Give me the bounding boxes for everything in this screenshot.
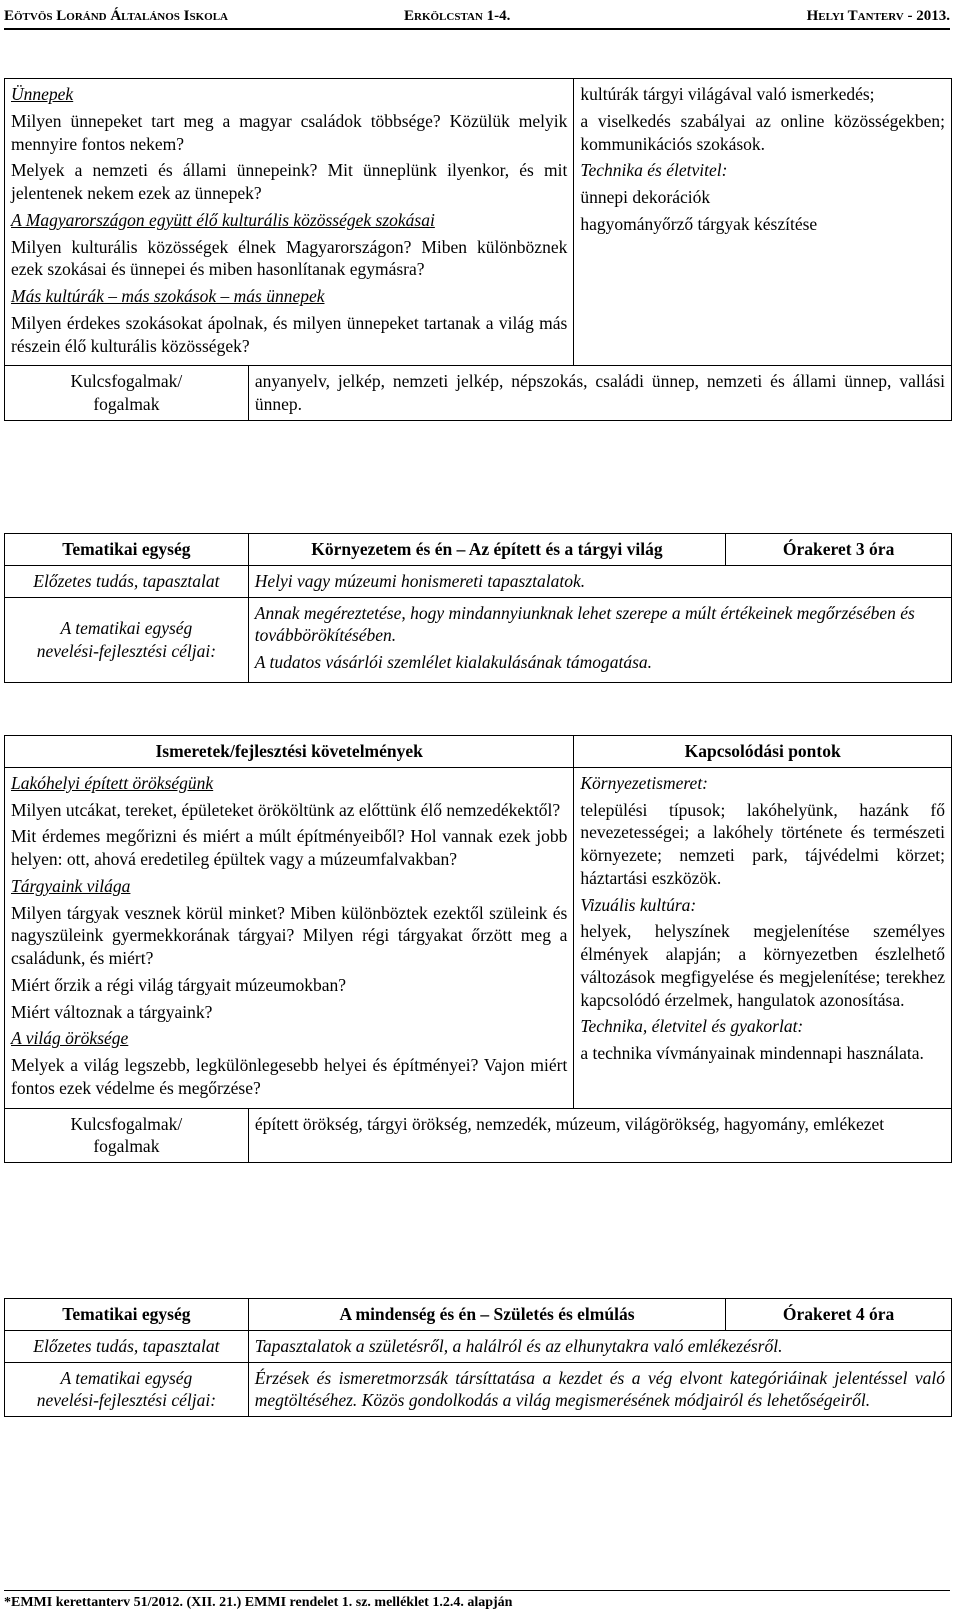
topic-heading: Más kultúrák – más szokások – más ünnepek — [11, 286, 325, 306]
unit2-label: Tematikai egység — [5, 1299, 249, 1331]
unit1-goals-value: Annak megéreztetése, hogy mindannyiunknak lehet szerepe a múlt értékeinek megőrzésében és továbbörökítésében. A tudatos vásárlói szemlélet kialakulásának támogatása. — [248, 597, 951, 682]
paragraph: Miért változnak a tárgyaink? — [11, 1001, 213, 1022]
section1-right — [574, 79, 952, 366]
header-school: Eötvös Loránd Általános Iskola — [4, 8, 228, 24]
paragraph: a viselkedés szabályai az online közösségekben; kommunikációs szokások. — [580, 110, 945, 154]
paragraph: Miért őrzik a régi világ tárgyait múzeumokban? — [11, 974, 346, 995]
unit1-prior-value: Helyi vagy múzeumi honismereti tapasztalatok. — [248, 565, 951, 597]
paragraph: Mit érdemes megőrizni és miért a múlt építményeiből? Hol vannak ezek jobb helyen: ott, ahová eredetileg épültek vagy a múzeumfalvakban? — [11, 826, 568, 869]
paragraph: kultúrák tárgyi világával való ismerkedés; — [580, 84, 875, 104]
section2-left — [5, 767, 574, 1108]
unit2-table — [4, 1298, 952, 1417]
topic-heading: Ünnepek — [11, 84, 74, 104]
paragraph: helyek, helyszínek megjelenítése személyes élmények alapján; a környezetben észlelhető változások megfigyelése és megjelenítése; terekhez kapcsolódó érzelmek, hangulatok azonosítása. — [580, 921, 945, 1010]
unit2-prior-label: Előzetes tudás, tapasztalat — [5, 1330, 249, 1362]
unit2-title: A mindenség és én – Születés és elmúlás — [248, 1299, 725, 1331]
unit2-goals-value: Érzések és ismeretmorzsák társíttatása a kezdet és a vég elvont kategóriáinak jelentéssel való megtöltéséhez. Közös gondolkodás a világ megismerésének módjairól és lehetőségeiről. — [248, 1362, 951, 1417]
unit1-label: Tematikai egység — [5, 534, 249, 566]
header-subject: Erkölcstan 1-4. — [404, 8, 511, 24]
section1-table — [4, 78, 952, 421]
unit1-prior-label: Előzetes tudás, tapasztalat — [5, 565, 249, 597]
topic-heading: A világ öröksége — [11, 1028, 129, 1049]
unit2-goals-label: A tematikai egység nevelési-fejlesztési céljai: — [5, 1362, 249, 1417]
paragraph: Melyek a világ legszebb, legkülönlegesebb helyei és építményei? Vajon miért fontos ezek védelme és megőrzése? — [11, 1055, 568, 1098]
paragraph: ünnepi dekorációk — [580, 187, 711, 207]
subject-heading: Környezetismeret: — [580, 772, 709, 793]
section1-key-value: anyanyelv, jelkép, nemzeti jelkép, népszokás, családi ünnep, nemzeti és állami ünnep, vallási ünnep. — [248, 366, 951, 421]
unit1-table — [4, 533, 952, 683]
footnote: *EMMI kerettanterv 51/2012. (XII. 21.) EMMI rendelet 1. sz. melléklet 1.2.4. alapján — [4, 1590, 950, 1611]
unit2-prior-value: Tapasztalatok a születésről, a halálról és az elhunytakra való emlékezésről. — [248, 1330, 951, 1362]
section2-table — [4, 735, 952, 1163]
section2-head-left: Ismeretek/fejlesztési követelmények — [5, 736, 574, 768]
unit2-hours: Órakeret 4 óra — [726, 1299, 952, 1331]
section2-right — [574, 767, 952, 1108]
page-header — [4, 4, 950, 30]
paragraph: Milyen kulturális közösségek élnek Magyarországon? Miben különböznek ezek szokásai és ünnepei és miben hasonlítanak egymásra? — [11, 236, 568, 280]
topic-heading: Tárgyaink világa — [11, 875, 131, 896]
section2-head-right: Kapcsolódási pontok — [574, 736, 952, 768]
topic-heading: A Magyarországon együtt élő kulturális közösségek szokásai — [11, 209, 435, 230]
subject-heading: Technika, életvitel és gyakorlat: — [580, 1016, 804, 1037]
section2-key-value: épített örökség, tárgyi örökség, nemzedék, múzeum, világörökség, hagyomány, emlékezet — [248, 1108, 951, 1163]
header-curriculum: Helyi Tanterv - 2013. — [806, 8, 950, 24]
paragraph: települési típusok; lakóhelyünk, hazánk fő nevezetességei; a lakóhely története és természeti környezete; nemzeti park, tájvédelmi körzet; háztartási eszközök. — [580, 799, 945, 888]
unit1-title: Környezetem és én – Az épített és a tárgyi világ — [248, 534, 725, 566]
paragraph: Melyek a nemzeti és állami ünnepeink? Mit ünneplünk ilyenkor, és mit jelentenek nekem ezek az ünnepek? — [11, 160, 568, 203]
section2-key-label: Kulcsfogalmak/ fogalmak — [5, 1108, 249, 1163]
section1-left — [5, 79, 574, 366]
subject-heading: Technika és életvitel: — [580, 160, 728, 181]
paragraph: hagyományőrző tárgyak készítése — [580, 213, 818, 234]
paragraph: Milyen tárgyak vesznek körül minket? Miben különböztek ezektől szüleink és nagyszüleink gyermekkorának tárgyai? Milyen régi tárgyakat őrzött meg a családunk, és miért? — [11, 902, 568, 968]
paragraph: Milyen utcákat, tereket, épületeket örököltünk az előttünk élő nemzedékektől? — [11, 799, 561, 820]
unit1-hours: Órakeret 3 óra — [726, 534, 952, 566]
section1-key-label: Kulcsfogalmak/ fogalmak — [5, 366, 249, 421]
unit1-goals-label: A tematikai egység nevelési-fejlesztési céljai: — [5, 597, 249, 682]
subject-heading: Vizuális kultúra: — [580, 894, 697, 915]
topic-heading: Lakóhelyi épített örökségünk — [11, 772, 214, 793]
paragraph: a technika vívmányainak mindennapi használata. — [580, 1043, 924, 1063]
paragraph: Milyen érdekes szokásokat ápolnak, és milyen ünnepeket tartanak a világ más részein élő kulturális közösségek? — [11, 312, 568, 356]
paragraph: Milyen ünnepeket tart meg a magyar családok többsége? Közülük melyik mennyire fontos nekem? — [11, 110, 568, 154]
